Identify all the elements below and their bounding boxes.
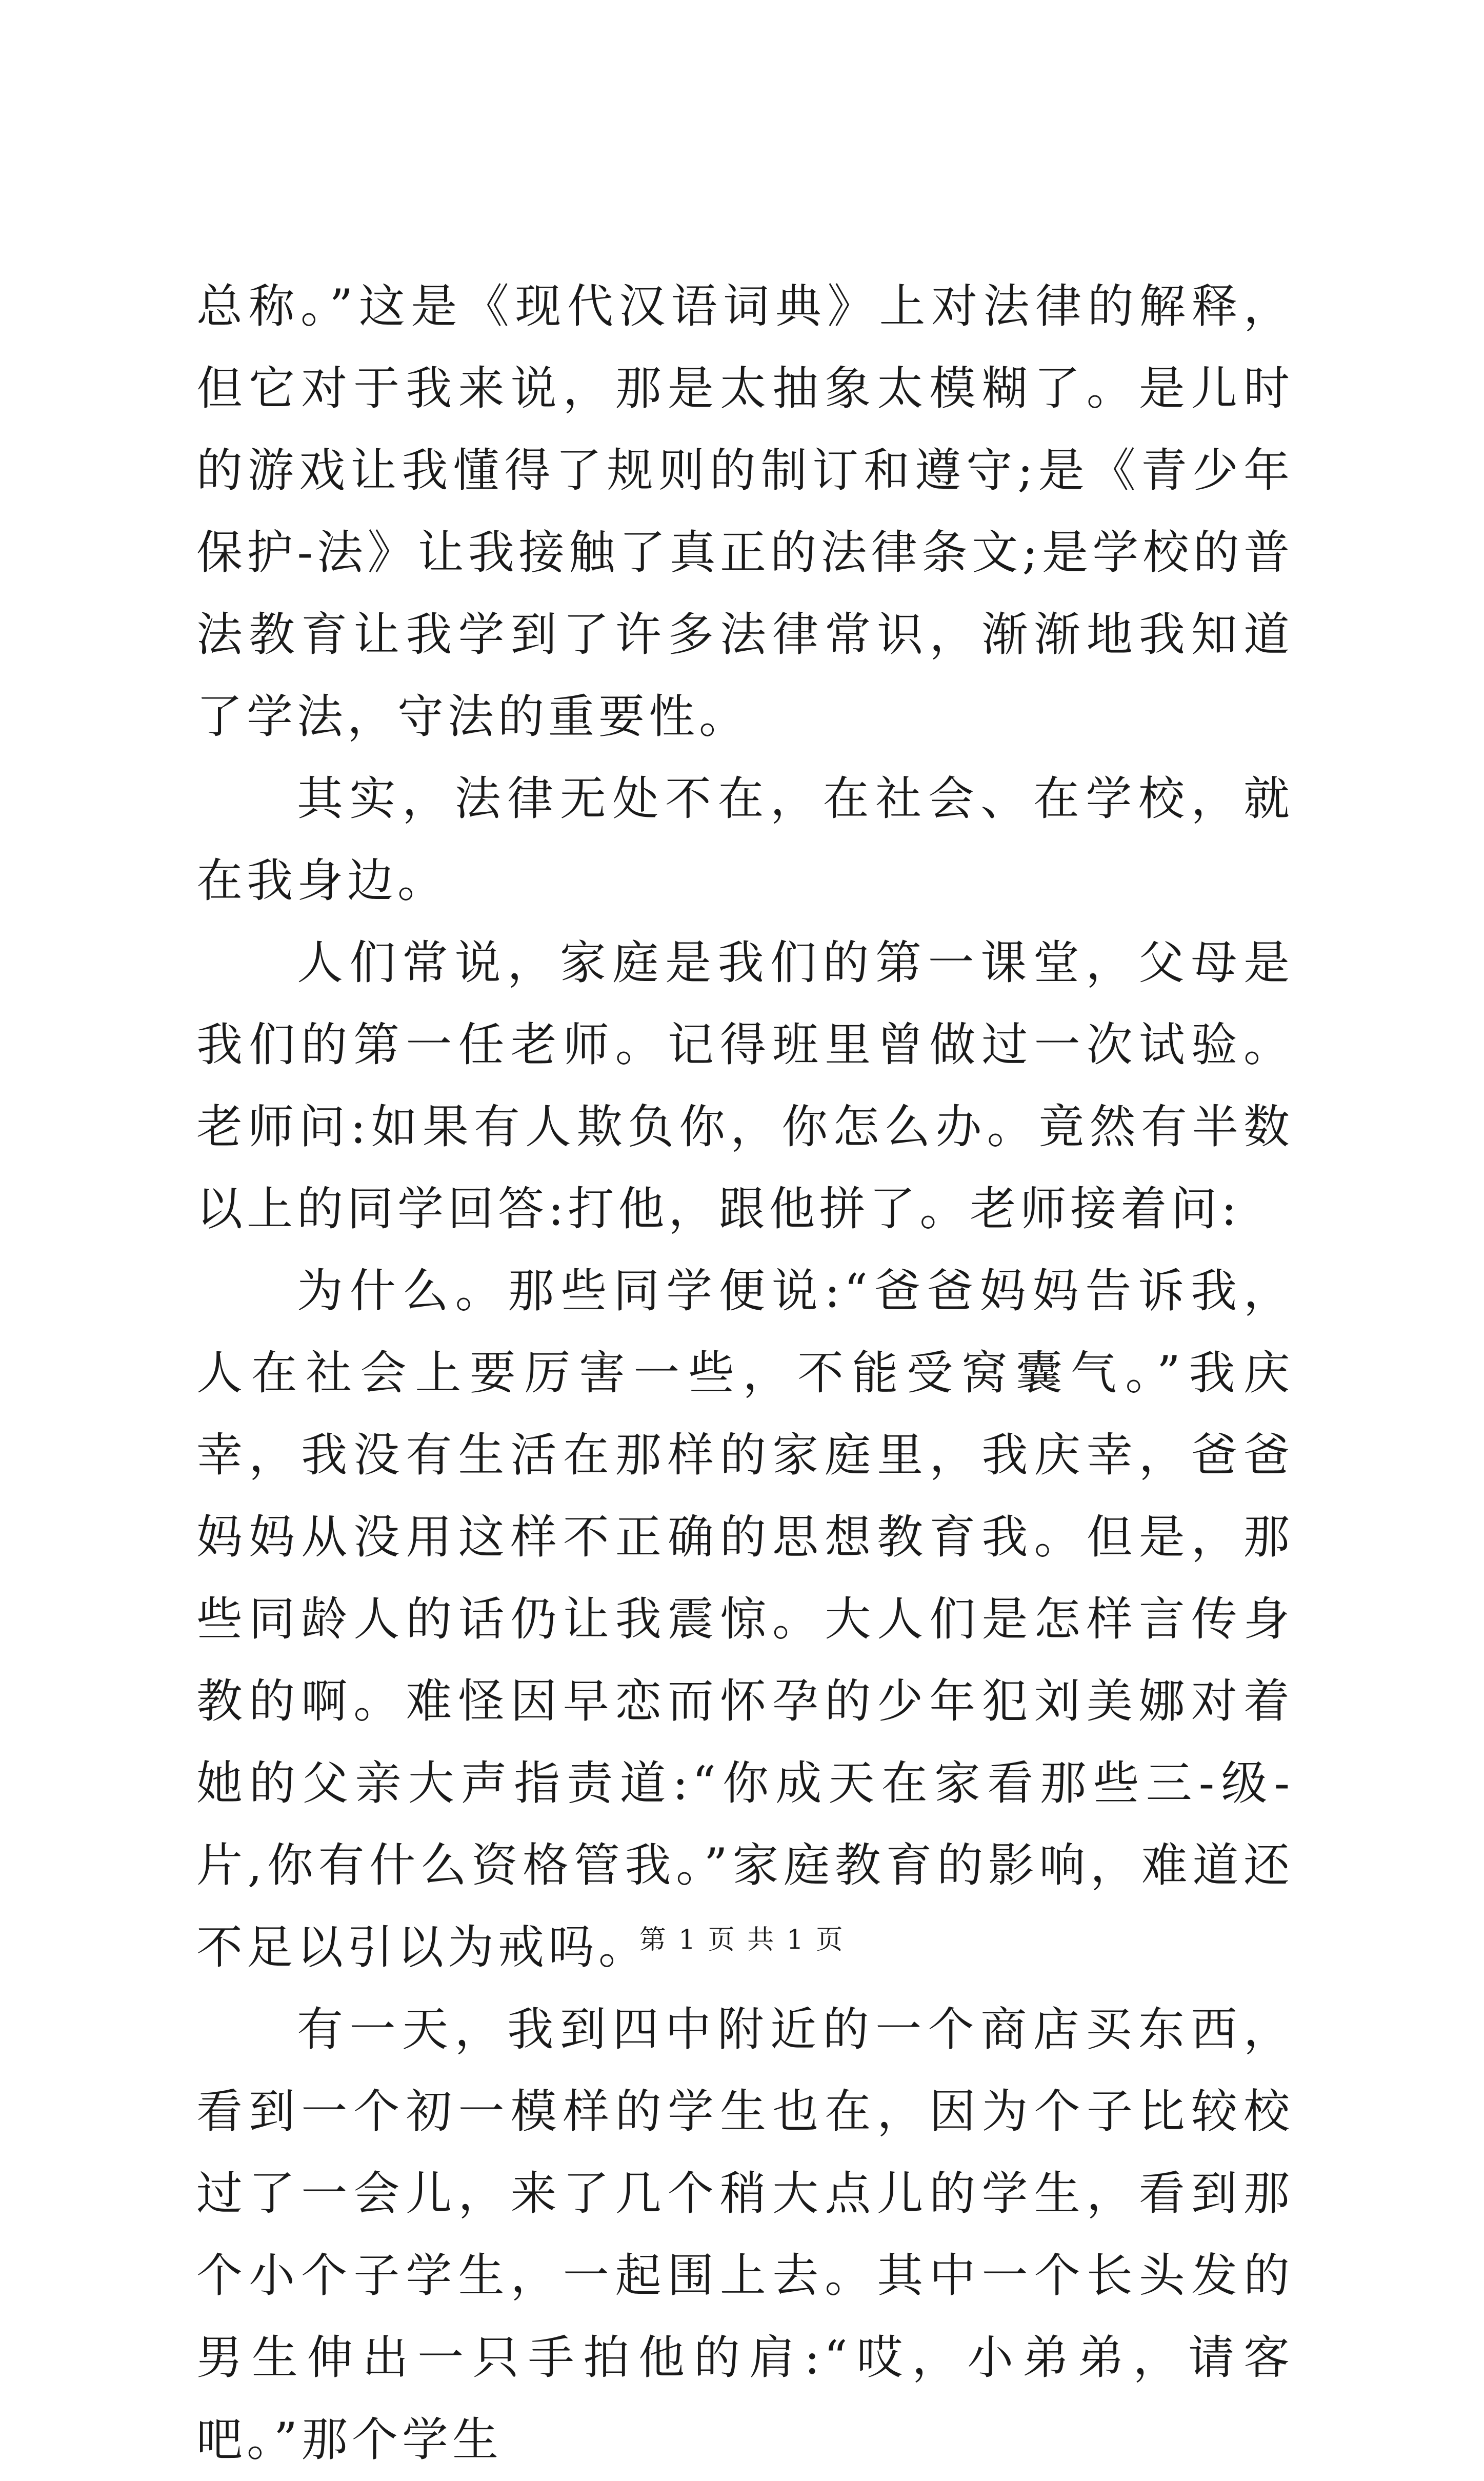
page-footer: 第 1 页 共 1 页 xyxy=(639,1925,845,1955)
paragraph-1: 总称。”这是《现代汉语词典》上对法律的解释，但它对于我来说，那是太抽象太模糊了。是儿时的游戏让我懂得了规则的制订和遵守;是《青少年保护-法》让我接触了真正的法律条文;是学校的普法教育让我学到了许多法律常识，渐渐地我知道了学法，守法的重要性。 xyxy=(196,279,1294,744)
paragraph-2: 其实，法律无处不在，在社会、在学校，就在我身边。 xyxy=(196,772,1294,908)
document-body xyxy=(196,266,1294,2481)
paragraph-4: 为什么。那些同学便说:“爸爸妈妈告诉我，人在社会上要厉害一些，不能受窝囊气。”我庆幸，我没有生活在那样的家庭里，我庆幸，爸爸妈妈从没用这样不正确的思想教育我。但是，那些同龄人的话仍让我震惊。大人们是怎样言传身教的啊。难怪因早恋而怀孕的少年犯刘美娜对着她的父亲大声指责道:“你成天在家看那些三-级-片,你有什么资格管我。”家庭教育的影响，难道还不足以引以为戒吗。 xyxy=(196,1264,1294,1974)
paragraph-5: 有一天，我到四中附近的一个商店买东西，看到一个初一模样的学生也在，因为个子比较校过了一会儿，来了几个稍大点儿的学生，看到那个小个子学生，一起围上去。其中一个长头发的男生伸出一只手拍他的肩:“哎，小弟弟，请客吧。”那个学生 xyxy=(196,2003,1294,2467)
paragraph-3: 人们常说，家庭是我们的第一课堂，父母是我们的第一任老师。记得班里曾做过一次试验。老师问:如果有人欺负你，你怎么办。竟然有半数以上的同学回答:打他，跟他拼了。老师接着问: xyxy=(196,936,1294,1236)
